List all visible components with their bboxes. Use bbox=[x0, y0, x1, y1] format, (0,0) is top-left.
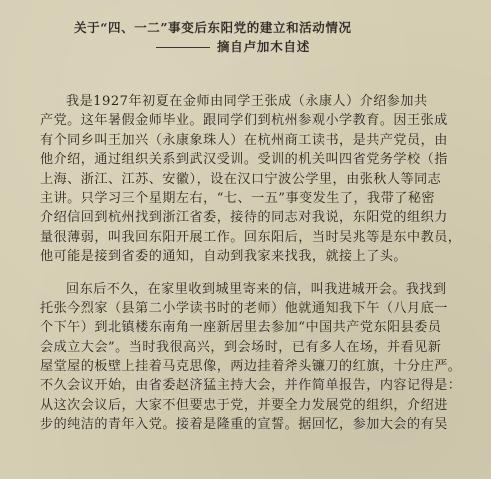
document-title: 关于“四、一二”事变后东阳党的建立和活动情况 bbox=[74, 20, 352, 35]
subtitle-dash-rule bbox=[156, 47, 210, 48]
text-line: 会成立大会”。当时我很高兴，到会场时，已有多人在场，并看见新 bbox=[40, 339, 442, 355]
text-line: 主讲。只学习三个星期左右，“七、一五”事变发生了，我带了秘密 bbox=[40, 190, 436, 206]
text-line: 屋堂屋的板壁上挂着马克思像，两边挂着斧头镰刀的红旗，十分庄严。 bbox=[40, 359, 462, 375]
text-line: 托张今烈家（县第二小学读书时的老师）他就通知我下午（八月底一 bbox=[40, 300, 448, 316]
text-line: 不久会议开始，由省委赵济猛主持大会，并作简单报告，内容记得是： bbox=[40, 378, 462, 394]
text-line: 有个同乡叫王加兴（永康象珠人）在杭州商工读书，是共产党员，由 bbox=[40, 132, 448, 148]
text-line: 步的纯洁的青年入党。接着是隆重的宣誓。据回忆，参加大会的有吴 bbox=[40, 417, 448, 433]
text-line: 回东后不久，在家里收到城里寄来的信，叫我进城开会。我找到 bbox=[66, 281, 447, 297]
text-line: 量很薄弱，叫我回东阳开展工作。回东阳后，当时吴兆等是东中教员， bbox=[40, 229, 462, 245]
text-line: 他可能是接到省委的通知，自动到我家来找我，就接上了头。 bbox=[40, 249, 408, 265]
text-line: 我是1927年初夏在金师由同学王张成（永康人）介绍参加共 bbox=[66, 94, 428, 109]
text-line: 上海、浙江、江苏、安徽），设在汉口宁波公学里，由张秋人等同志 bbox=[40, 171, 442, 187]
document-subtitle bbox=[155, 37, 455, 55]
subtitle-text: 摘自卢加木自述 bbox=[217, 39, 311, 54]
text-line: 他介绍，通过组织关系到武汉受训。受训的机关叫四省党务学校（指 bbox=[40, 152, 448, 168]
text-line: 产党。这年暑假金师毕业。跟同学们到杭州参观小学教育。因王张成 bbox=[40, 113, 448, 129]
text-line: 介绍信回到杭州找到浙江省委，接待的同志对我说，东阳党的组织力 bbox=[40, 210, 448, 226]
text-line: 从这次会议后，大家不但要忠于党，并要全力发展党的组织，介绍进 bbox=[40, 397, 448, 413]
document-body bbox=[40, 92, 480, 435]
text-line: 个下午）到北镇楼东南角一座新居里去参加“中国共产党东阳县委员 bbox=[40, 320, 442, 336]
